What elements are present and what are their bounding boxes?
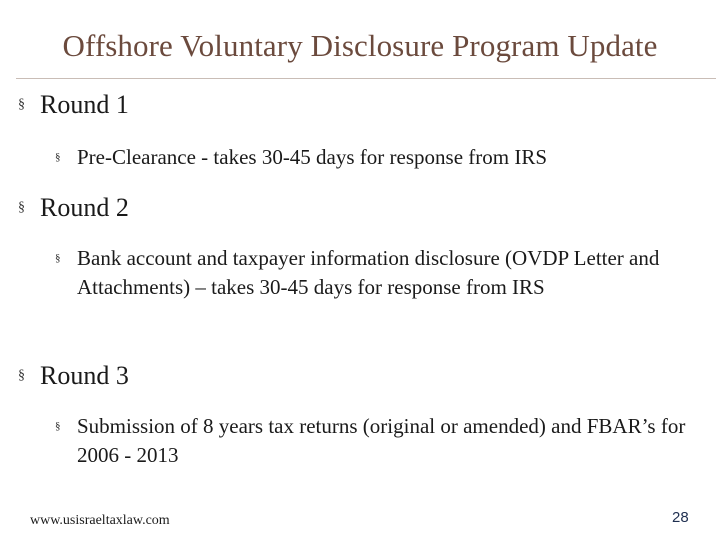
sub-bullet-text: Submission of 8 years tax returns (original or amended) and FBAR’s for 2006 - 2013: [77, 414, 686, 467]
footer-website-link[interactable]: www.usisraeltaxlaw.com: [30, 513, 170, 528]
title-divider: [16, 78, 716, 79]
bullet-item-round-3: [18, 361, 129, 391]
square-bullet-icon: §: [55, 420, 61, 432]
sub-bullet-item: [55, 143, 547, 172]
sub-bullet-item: [55, 244, 689, 302]
bullet-label: Round 1: [40, 90, 129, 119]
bullet-label: Round 3: [40, 361, 129, 390]
square-bullet-icon: §: [18, 200, 25, 215]
sub-bullet-text: Bank account and taxpayer information disclosure (OVDP Letter and Attachments) – takes 30-45 days for response from IRS: [77, 246, 660, 299]
bullet-item-round-2: [18, 193, 129, 223]
page-number: 28: [672, 509, 689, 526]
square-bullet-icon: §: [55, 252, 61, 264]
square-bullet-icon: §: [18, 97, 25, 112]
sub-bullet-text: Pre-Clearance - takes 30-45 days for response from IRS: [77, 145, 548, 169]
square-bullet-icon: §: [55, 151, 61, 163]
slide-title: Offshore Voluntary Disclosure Program Update: [62, 28, 658, 63]
bullet-item-round-1: [18, 90, 129, 120]
square-bullet-icon: §: [18, 368, 25, 383]
sub-bullet-item: [55, 412, 689, 470]
bullet-label: Round 2: [40, 193, 129, 222]
